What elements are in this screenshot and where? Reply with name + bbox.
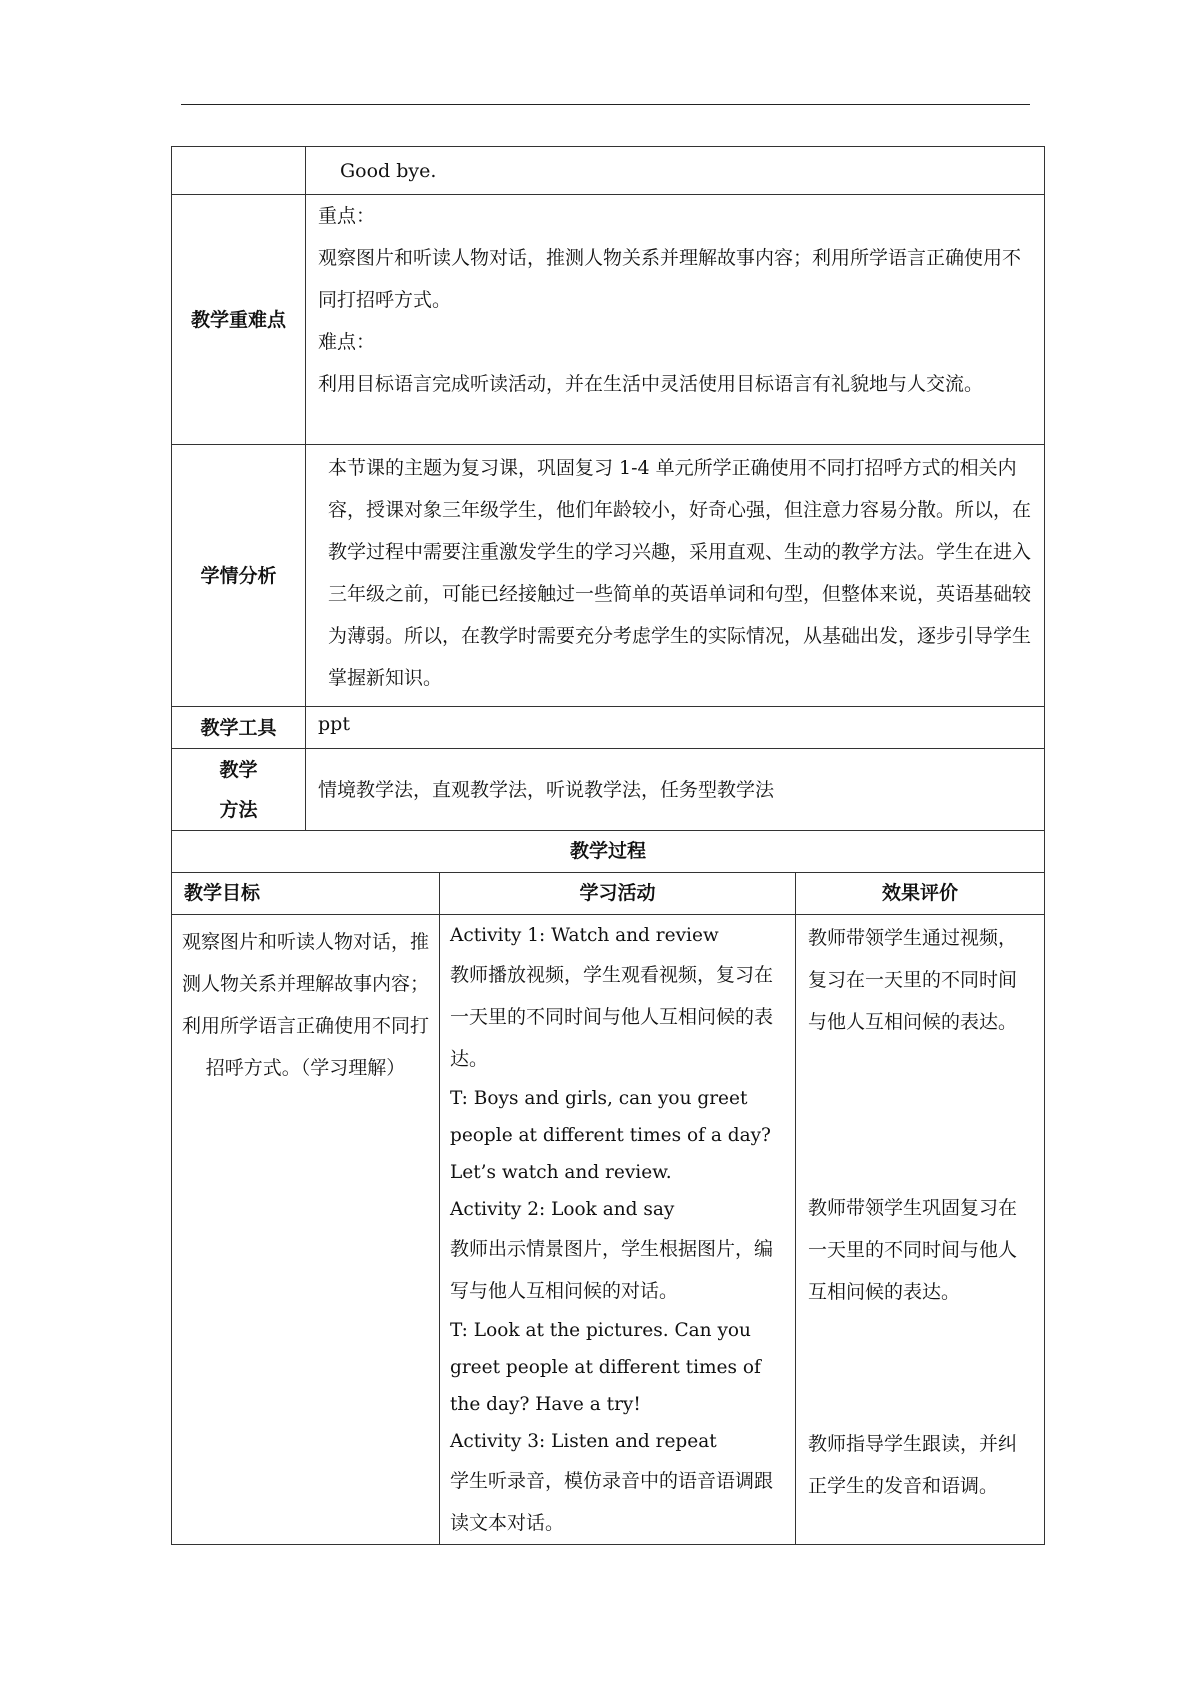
evaluation-3: 教师指导学生跟读，并纠正学生的发音和语调。 — [808, 1433, 1018, 1497]
evaluation-1: 教师带领学生通过视频，复习在一天里的不同时间与他人互相问候的表达。 — [808, 927, 1018, 1033]
tools-value: ppt — [318, 713, 350, 735]
tools-row — [172, 707, 1045, 749]
methods-value: 情境教学法，直观教学法，听说教学法，任务型教学法 — [318, 778, 775, 801]
goal-header: 教学目标 — [172, 873, 440, 915]
focus-label: 重点： — [318, 205, 376, 227]
key-points-label: 教学重难点 — [172, 195, 306, 445]
learner-analysis-text: 本节课的主题为复习课，巩固复习 1-4 单元所学正确使用不同打招呼方式的相关内容，授课对象三年级学生，他们年龄较小，好奇心强，但注意力容易分散。所以，在教学过程中需要注重激发学生的学习兴趣，采用直观、生动的教学方法。学生在进入三年级之前，可能已经接触过一些简单的英语单词和句型，但整体来说，英语基础较为薄弱。所以，在教学时需要充分考虑学生的实际情况，从基础出发，逐步引导学生掌握新知识。 — [328, 457, 1032, 689]
methods-row — [172, 749, 1045, 831]
evaluations-cell — [796, 915, 1045, 1545]
activity-1-dialogue: T: Boys and girls, can you greet people at different times of a day? Let’s watch and review. — [450, 1088, 771, 1183]
activity-1 — [450, 917, 785, 1191]
learner-analysis-label: 学情分析 — [172, 445, 306, 707]
activity-2-dialogue: T: Look at the pictures. Can you greet people at different times of the day? Have a try! — [450, 1320, 761, 1415]
difficulty-text: 利用目标语言完成听读活动，并在生活中灵活使用目标语言有礼貌地与人交流。 — [318, 373, 984, 395]
activity-3-title: Activity 3: Listen and repeat — [450, 1431, 717, 1452]
activity-2 — [450, 1191, 785, 1423]
activity-header: 学习活动 — [440, 873, 796, 915]
activity-2-desc: 教师出示情景图片，学生根据图片，编写与他人互相问候的对话。 — [450, 1238, 774, 1302]
empty-label-cell — [172, 147, 306, 195]
activity-1-title: Activity 1: Watch and review — [450, 925, 719, 946]
methods-label-line2: 方法 — [219, 798, 258, 821]
lesson-plan-table — [171, 146, 1044, 1545]
activity-2-title: Activity 2: Look and say — [450, 1199, 675, 1220]
process-title: 教学过程 — [172, 831, 1045, 873]
header-rule — [181, 104, 1030, 105]
methods-label-line1: 教学 — [219, 758, 258, 781]
activity-3-desc: 学生听录音，模仿录音中的语音语调跟读文本对话。 — [450, 1470, 774, 1534]
learner-analysis-row — [172, 445, 1045, 707]
evaluation-2: 教师带领学生巩固复习在一天里的不同时间与他人互相问候的表达。 — [808, 1197, 1018, 1303]
activities-cell — [440, 915, 796, 1545]
evaluation-header: 效果评价 — [796, 873, 1045, 915]
focus-text: 观察图片和听读人物对话，推测人物关系并理解故事内容；利用所学语言正确使用不同打招呼方式。 — [318, 247, 1022, 311]
goodbye-row — [172, 147, 1045, 195]
difficulty-label: 难点： — [318, 331, 376, 353]
activity-3 — [450, 1423, 785, 1544]
process-title-row — [172, 831, 1045, 873]
key-points-row — [172, 195, 1045, 445]
activity-1-desc: 教师播放视频，学生观看视频，复习在一天里的不同时间与他人互相问候的表达。 — [450, 964, 774, 1070]
process-header-row — [172, 873, 1045, 915]
goodbye-text: Good bye. — [340, 159, 437, 182]
tools-label: 教学工具 — [172, 707, 306, 749]
process-body-row — [172, 915, 1045, 1545]
goal-text: 观察图片和听读人物对话，推测人物关系并理解故事内容；利用所学语言正确使用不同打招呼方式。（学习理解） — [182, 931, 430, 1079]
